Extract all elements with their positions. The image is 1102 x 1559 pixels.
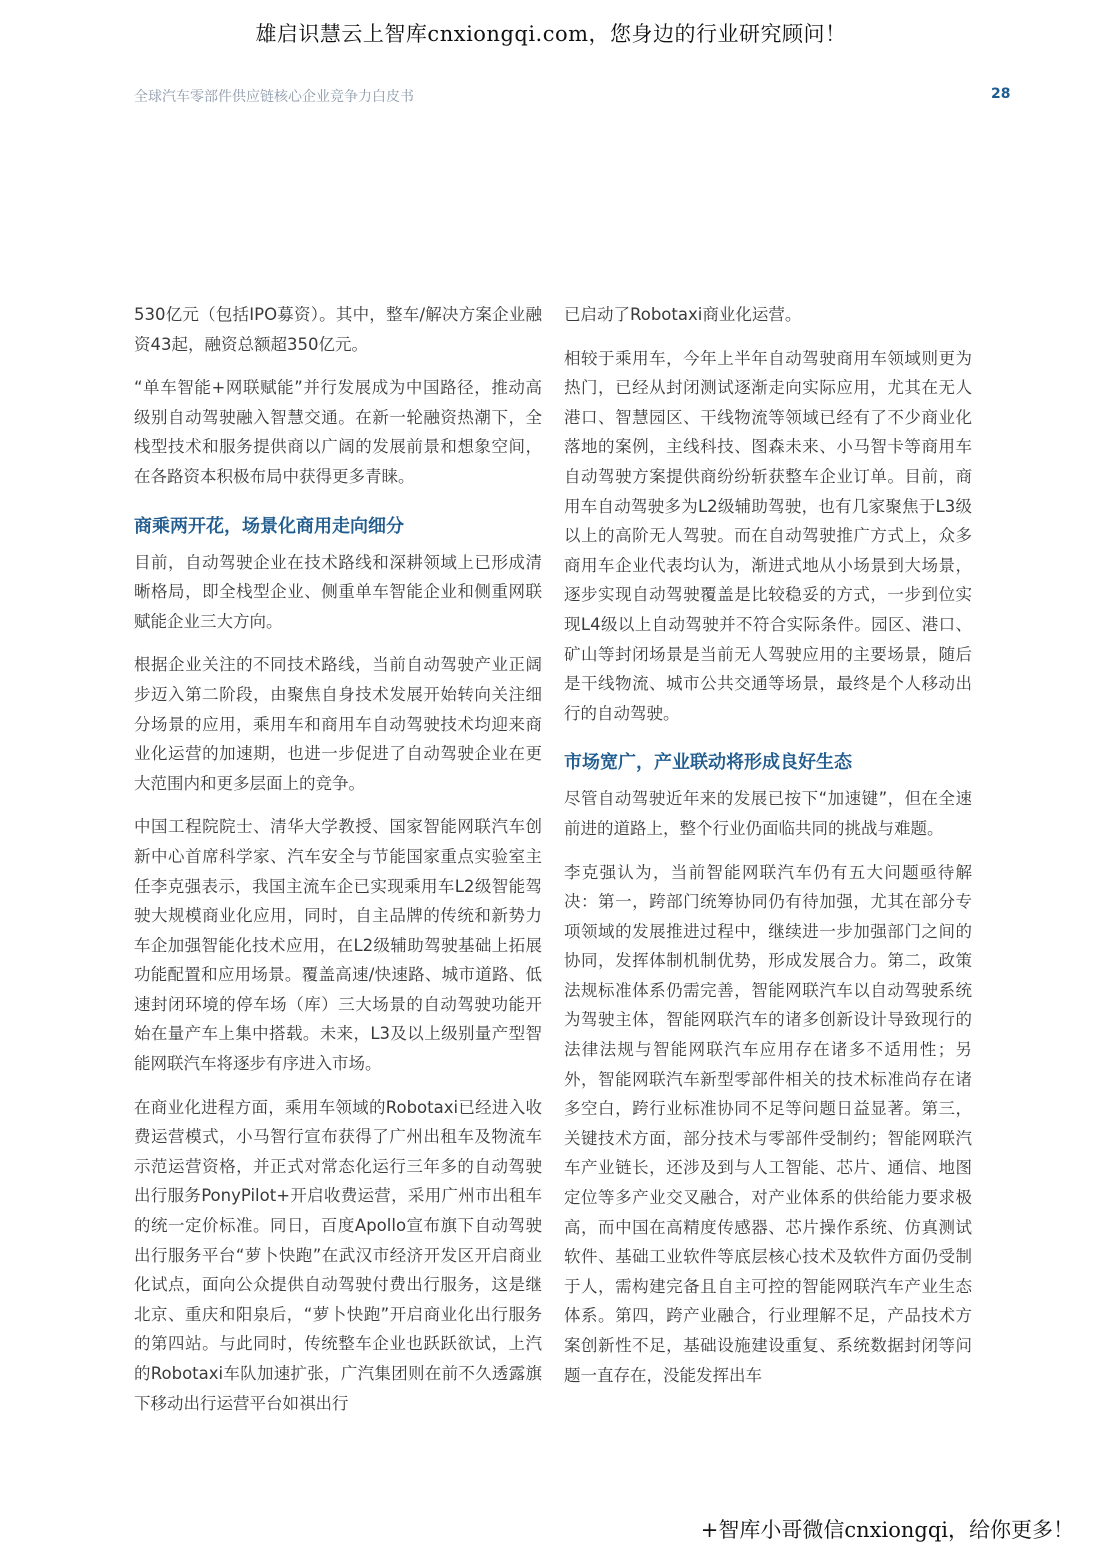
paragraph: 已启动了Robotaxi商业化运营。 [564,305,802,324]
document-title: 全球汽车零部件供应链核心企业竞争力白皮书 [134,89,414,105]
section-heading: 商乘两开花，场景化商用走向细分 [134,515,404,537]
paragraph: 在商业化进程方面，乘用车领域的Robotaxi已经进入收费运营模式，小马智行宣布获得了广州出租车及物流车示范运营资格，并正式对常态化运行三年多的自动驾驶出行服务PonyPilot+开启收费运营，采用广州市出租车的统一定价标准。同日，百度Apollo宣布旗下自动驾驶出行服务平台“萝卜快跑”在武汉市经济开发区开启商业化试点，面向公众提供自动驾驶付费出行服务，这是继北京、重庆和阳泉后，“萝卜快跑”开启商业化出行服务的第四站。与此同时，传统整车企业也跃跃欲试，上汽的Robotaxi车队加速扩张，广汽集团则在前不久透露旗下移动出行运营平台如祺出行 [134,1097,542,1413]
top-watermark: 雄启识慧云上智库cnxiongqi.com，您身边的行业研究顾问！ [255,22,847,46]
right-column [564,300,972,1404]
paragraph: 530亿元（包括IPO募资）。其中，整车/解决方案企业融资43起，融资总额超350亿元。 [134,305,542,354]
paragraph: 中国工程院院士、清华大学教授、国家智能网联汽车创新中心首席科学家、汽车安全与节能国家重点实验室主任李克强表示，我国主流车企已实现乘用车L2级智能驾驶大规模商业化应用，同时，自主品牌的传统和新势力车企加强智能化技术应用，在L2级辅助驾驶基础上拓展功能配置和应用场景。覆盖高速/快速路、城市道路、低速封闭环境的停车场（库）三大场景的自动驾驶功能开始在量产车上集中搭载。未来，L3及以上级别量产型智能网联汽车将逐步有序进入市场。 [134,817,542,1074]
bottom-watermark: +智库小哥微信cnxiongqi，给你更多！ [700,1518,1074,1542]
paragraph: “单车智能+网联赋能”并行发展成为中国路径，推动高级别自动驾驶融入智慧交通。在新一轮融资热潮下，全栈型技术和服务提供商以广阔的发展前景和想象空间，在各路资本积极布局中获得更多青睐。 [134,378,542,486]
paragraph: 目前，自动驾驶企业在技术路线和深耕领域上已形成清晰格局，即全栈型企业、侧重单车智能企业和侧重网联赋能企业三大方向。 [134,552,542,631]
section-heading: 市场宽广，产业联动将形成良好生态 [564,752,852,774]
paragraph: 根据企业关注的不同技术路线，当前自动驾驶产业正阔步迈入第二阶段，由聚焦自身技术发展开始转向关注细分场景的应用，乘用车和商用车自动驾驶技术均迎来商业化运营的加速期，也进一步促进了自动驾驶企业在更大范围内和更多层面上的竞争。 [134,655,542,793]
page-number: 28 [991,86,1011,102]
paragraph: 相较于乘用车，今年上半年自动驾驶商用车领域则更为热门，已经从封闭测试逐渐走向实际应用，尤其在无人港口、智慧园区、干线物流等领域已经有了不少商业化落地的案例，主线科技、图森未来、小马智卡等商用车自动驾驶方案提供商纷纷斩获整车企业订单。目前，商用车自动驾驶多为L2级辅助驾驶，也有几家聚焦于L3级以上的高阶无人驾驶。而在自动驾驶推广方式上，众多商用车企业代表均认为，渐进式地从小场景到大场景，逐步实现自动驾驶覆盖是比较稳妥的方式，一步到位实现L4级以上自动驾驶并不符合实际条件。园区、港口、矿山等封闭场景是当前无人驾驶应用的主要场景，随后是干线物流、城市公共交通等场景，最终是个人移动出行的自动驾驶。 [564,348,972,723]
paragraph: 尽管自动驾驶近年来的发展已按下“加速键”，但在全速前进的道路上，整个行业仍面临共同的挑战与难题。 [564,789,972,838]
paragraph: 李克强认为，当前智能网联汽车仍有五大问题亟待解决：第一，跨部门统筹协同仍有待加强，尤其在部分专项领域的发展推进过程中，继续进一步加强部门之间的协同，发挥体制机制优势，形成发展合力。第二，政策法规标准体系仍需完善，智能网联汽车以自动驾驶系统为驾驶主体，智能网联汽车的诸多创新设计导致现行的法律法规与智能网联汽车应用存在诸多不适用性；另外，智能网联汽车新型零部件相关的技术标准尚存在诸多空白，跨行业标准协同不足等问题日益显著。第三，关键技术方面，部分技术与零部件受制约；智能网联汽车产业链长，还涉及到与人工智能、芯片、通信、地图定位等多产业交叉融合，对产业体系的供给能力要求极高，而中国在高精度传感器、芯片操作系统、仿真测试软件、基础工业软件等底层核心技术及软件方面仍受制于人，需构建完备且自主可控的智能网联汽车产业生态体系。第四，跨产业融合，行业理解不足，产品技术方案创新性不足，基础设施建设重复、系统数据封闭等问题一直存在，没能发挥出车 [564,862,972,1385]
left-column [134,300,542,1432]
